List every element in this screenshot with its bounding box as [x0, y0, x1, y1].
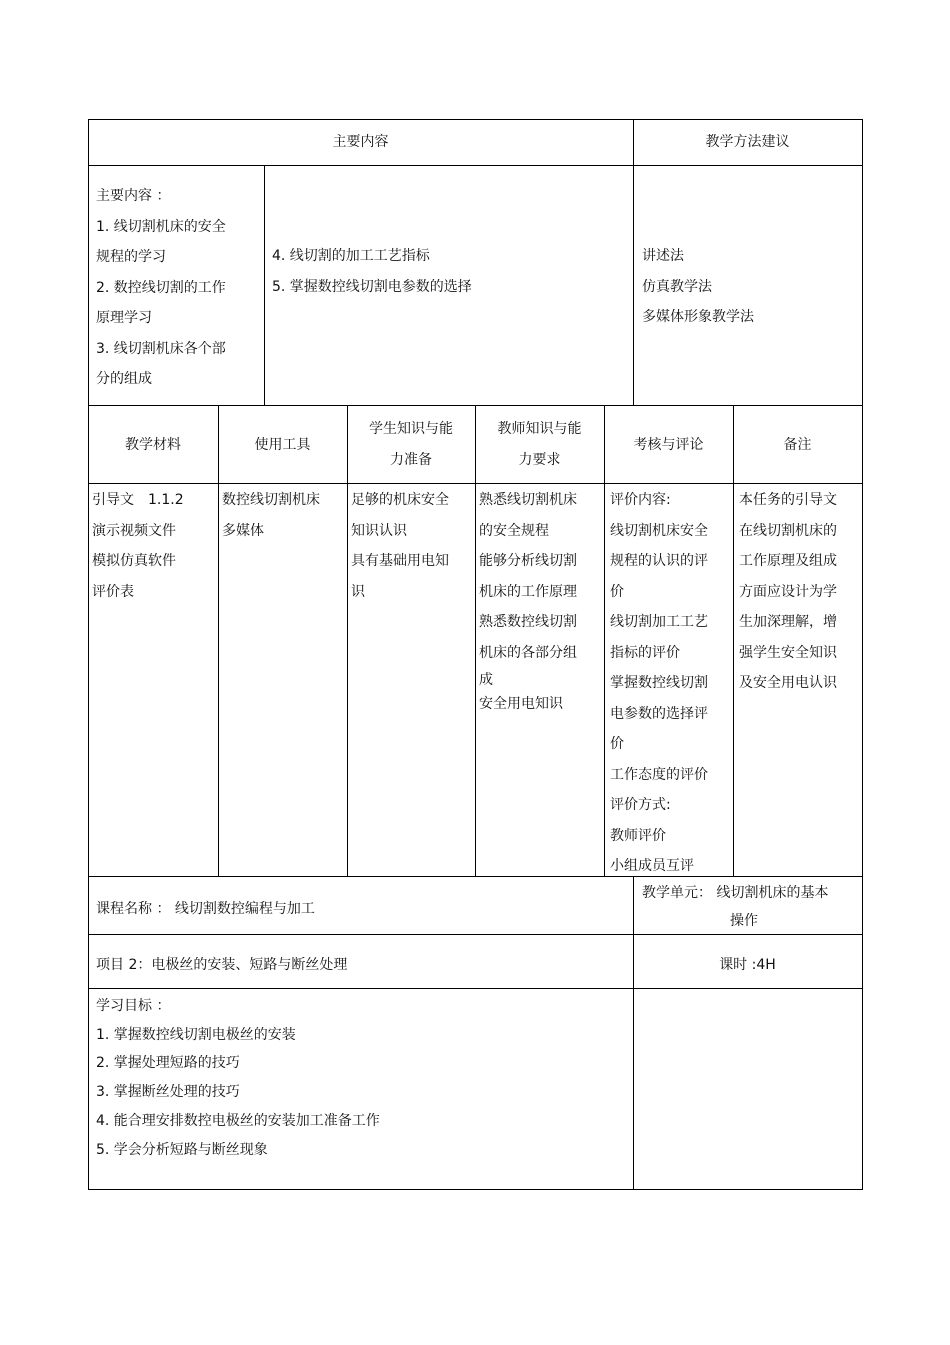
goal-item: 2. 掌握处理短路的技巧 — [96, 1055, 240, 1072]
table-border — [733, 405, 734, 877]
cell-line: 在线切割机床的 — [739, 522, 837, 539]
cell-line: 足够的机床安全 — [351, 492, 449, 508]
header-teaching-method: 教学方法建议 — [705, 134, 790, 150]
cell-line: 能够分析线切割 — [479, 553, 577, 569]
cell-line: 线切割机床安全 — [610, 522, 708, 539]
table-border — [862, 119, 863, 1190]
col-header-assessment: 考核与评论 — [633, 437, 704, 453]
cell-line: 价 — [610, 583, 624, 600]
table-border — [88, 988, 863, 989]
cell-assessment — [610, 485, 708, 882]
main-content-extra — [272, 241, 472, 302]
cell-line: 成 — [479, 672, 493, 688]
list-item: 分的组成 — [96, 371, 152, 387]
cell-line: 多媒体 — [222, 522, 264, 539]
table-border — [88, 1189, 863, 1190]
learning-goals — [96, 992, 380, 1164]
cell-line: 线切割加工工艺 — [610, 614, 708, 630]
list-item: 2. 数控线切割的工作 — [96, 279, 226, 296]
goal-item: 5. 学会分析短路与断丝现象 — [96, 1141, 268, 1158]
main-content-list — [96, 181, 226, 395]
list-item: 规程的学习 — [96, 249, 166, 265]
table-border — [88, 119, 863, 120]
goal-item: 3. 掌握断丝处理的技巧 — [96, 1084, 240, 1101]
goal-item: 1. 掌握数控线切割电极丝的安装 — [96, 1026, 296, 1043]
table-border — [88, 165, 863, 166]
list-item: 3. 线切割机床各个部 — [96, 340, 226, 357]
cell-line: 评价内容: — [610, 492, 671, 508]
teaching-unit — [642, 879, 828, 935]
col-header-line: 力准备 — [390, 451, 432, 468]
cell-line: 评价表 — [92, 583, 134, 600]
cell-line: 掌握数控线切割 — [610, 675, 708, 691]
cell-line: 及安全用电认识 — [739, 675, 837, 691]
list-item: 主要内容 ： — [96, 188, 171, 204]
list-item: 1. 线切割机床的安全 — [96, 218, 226, 235]
cell-line: 安全用电知识 — [479, 696, 563, 712]
cell-line: 熟悉数控线切割 — [479, 614, 577, 630]
list-item: 原理学习 — [96, 310, 152, 326]
cell-line: 工作原理及组成 — [739, 553, 837, 569]
cell-line: 识 — [351, 583, 365, 600]
cell-tools — [222, 485, 320, 546]
col-header-line: 教师知识与能 — [497, 421, 582, 437]
col-header-remarks: 备注 — [783, 437, 812, 453]
col-header-line: 学生知识与能 — [369, 421, 453, 437]
cell-line: 强学生安全知识 — [739, 644, 837, 661]
cell-line: 方面应设计为学 — [739, 583, 837, 600]
cell-line: 熟悉线切割机床 — [479, 492, 577, 508]
method-item: 仿真教学法 — [642, 278, 712, 295]
header-main-content: 主要内容 — [332, 134, 389, 150]
class-hours: 课时 :4H — [719, 957, 776, 973]
course-name: 课程名称 ： 线切割数控编程与加工 — [96, 901, 315, 917]
cell-line: 知识认识 — [351, 522, 407, 539]
teaching-methods — [642, 241, 754, 333]
cell-line: 演示视频文件 — [92, 522, 176, 539]
col-header-student — [347, 414, 475, 475]
cell-line: 机床的各部分组 — [479, 644, 577, 661]
list-item: 5. 掌握数控线切割电参数的选择 — [272, 278, 472, 295]
method-item: 讲述法 — [642, 248, 684, 264]
cell-line: 工作态度的评价 — [610, 766, 708, 783]
table-border — [633, 119, 634, 406]
cell-line: 的安全规程 — [479, 522, 549, 539]
cell-teacher — [479, 485, 577, 716]
table-border — [347, 405, 348, 877]
col-header-materials: 教学材料 — [125, 437, 181, 453]
table-border — [218, 405, 219, 877]
cell-line: 具有基础用电知 — [351, 553, 449, 569]
cell-line: 引导文 1.1.2 — [92, 492, 184, 508]
table-border — [633, 876, 634, 1190]
cell-line: 电参数的选择评 — [610, 705, 708, 722]
list-item: 4. 线切割的加工工艺指标 — [272, 248, 430, 264]
table-border — [264, 165, 265, 406]
col-header-tools: 使用工具 — [254, 437, 311, 453]
cell-line: 评价方式: — [610, 797, 671, 813]
cell-line: 模拟仿真软件 — [92, 553, 176, 569]
cell-line: 小组成员互评 — [610, 858, 694, 874]
unit-line: 教学单元： 线切割机床的基本 — [642, 885, 829, 901]
cell-line: 本任务的引导文 — [739, 492, 837, 508]
cell-remarks — [739, 485, 837, 699]
table-border — [88, 119, 89, 1190]
cell-line: 机床的工作原理 — [479, 583, 577, 600]
project-title: 项目 2：电极丝的安装、短路与断丝处理 — [96, 957, 348, 973]
cell-line: 规程的认识的评 — [610, 553, 708, 569]
unit-line: 操作 — [730, 913, 758, 929]
goal-item: 4. 能合理安排数控电极丝的安装加工准备工作 — [96, 1112, 380, 1129]
cell-line: 教师评价 — [610, 827, 666, 844]
cell-line: 指标的评价 — [610, 644, 680, 661]
col-header-line: 力要求 — [518, 451, 561, 468]
cell-student — [351, 485, 449, 607]
table-border — [604, 405, 605, 877]
method-item: 多媒体形象教学法 — [642, 309, 754, 325]
goal-item: 学习目标 ： — [96, 998, 171, 1014]
cell-line: 价 — [610, 736, 624, 752]
cell-line: 数控线切割机床 — [222, 492, 320, 508]
table-border — [475, 405, 476, 877]
cell-line: 生加深理解，增 — [739, 614, 837, 630]
col-header-teacher — [475, 414, 604, 475]
cell-materials — [92, 485, 184, 607]
